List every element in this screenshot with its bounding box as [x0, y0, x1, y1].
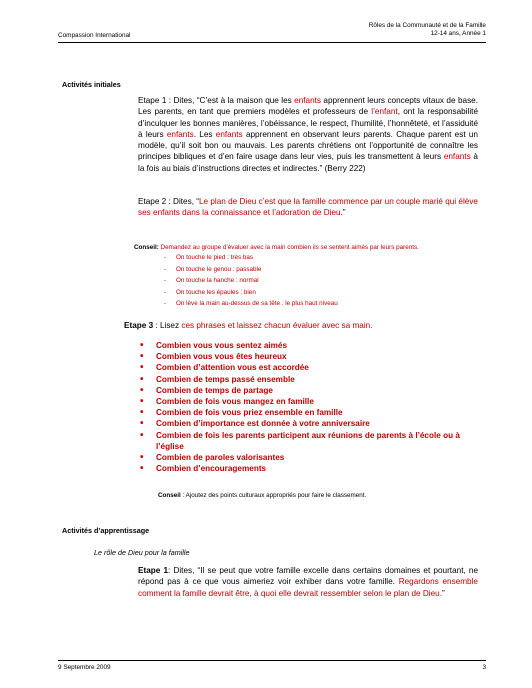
- step1-text: , ont la responsabilité d’inculquer les bonnes manières, l’obéissance, le respect, l’humilité, l’honnêteté, et l’assiduité à leurs: [138, 107, 479, 139]
- step3-label: Etape 3: [124, 321, 154, 330]
- conseil-text: Demandez au groupe d’évaluer avec la main combien ils se sentent aimés par leurs parents.: [158, 244, 419, 251]
- step3-text: : Lisez: [153, 321, 182, 330]
- evaluation-item: • Combien vous vous sentez aimés: [140, 340, 480, 351]
- section-title-initial-activities: Activités initiales: [62, 80, 121, 89]
- step1-paragraph: [138, 95, 478, 174]
- page-footer: [58, 660, 486, 671]
- step1-text: apprennent leurs concepts vitaux de base. Les parents, en tant que premiers modèles et professeurs de: [138, 96, 478, 117]
- learning-step1-label: Etape 1: [138, 566, 169, 575]
- conseil-text: : Ajoutez des points culturaux appropriés pour faire le classement.: [180, 492, 367, 499]
- step2-highlight: Le plan de Dieu c’est que la famille commence par un couple marié qui élève ses enfants dans la connaissance et l’adoration de Dieu.: [138, 197, 478, 218]
- hand-rating-item: - On touche le pied : très bas: [176, 252, 338, 264]
- learning-step1-highlight: Regardons ensemble comment la famille devrait être, à quoi elle devrait ressembler selon le plan de Dieu.: [138, 577, 478, 598]
- conseil-cultural-points: [158, 492, 366, 500]
- header-title-line2: 12-14 ans, Année 1: [430, 30, 486, 37]
- evaluation-item: • Combien d’encouragements: [140, 463, 480, 474]
- step2-text: Etape 2 : Dites, “: [138, 197, 199, 206]
- step1-highlight: l’enfant: [371, 107, 398, 117]
- evaluation-item: • Combien d’attention vous est accordée: [140, 362, 480, 373]
- evaluation-item: • Combien d’importance est donnée à votre anniversaire: [140, 418, 480, 429]
- section-title-learning-activities: Activités d’apprentissage: [62, 526, 150, 535]
- hand-rating-item: - On lève la main au-dessus de sa tête : le plus haut niveau: [176, 298, 338, 310]
- conseil-hand-rating: [134, 244, 419, 252]
- hand-rating-item: - On touche les épaules : bien: [176, 287, 338, 299]
- step1-text: apprennent en observant leurs parents. Chaque parent est un modèle, qu’il soit bon ou mauvais. Les parents chrétiens ont l’opportunité de connaître les principes bibliques et d’en faire usage dans leur vies, puis les transmettent à leurs: [138, 129, 478, 162]
- evaluation-item: • Combien de fois vous mangez en famille: [140, 396, 480, 407]
- header-title-line1: Rôles de la Communauté et de la Famille: [368, 22, 486, 29]
- step2-text: ”: [342, 208, 346, 218]
- learning-subtitle: Le rôle de Dieu pour la famille: [94, 548, 190, 557]
- step3-paragraph: [124, 320, 464, 331]
- learning-step1-text: : Dites, “Il se peut que votre famille excelle dans certains domaines et pourtant, ne répond pas à ce que vous aimeriez voir exhiber dans votre famille.: [138, 566, 479, 587]
- hand-rating-item: - On touche le genou : passable: [176, 264, 338, 276]
- evaluation-item: • Combien de temps passé ensemble: [140, 374, 480, 385]
- header-title: [369, 22, 486, 38]
- step1-highlight: enfants: [215, 129, 243, 139]
- hand-rating-item: - On touche la hanche : normal: [176, 275, 338, 287]
- step1-text: . Les: [193, 129, 216, 139]
- evaluation-list: [140, 340, 480, 474]
- evaluation-item: • Combien de fois les parents participent aux réunions de parents à l’école ou à l’église: [140, 430, 480, 452]
- evaluation-item: • Combien vous vous êtes heureux: [140, 351, 480, 362]
- step1-text: Etape 1 : Dites, “C’est à la maison que les: [138, 96, 295, 105]
- evaluation-item: • Combien de paroles valorisantes: [140, 452, 480, 463]
- page-header: [58, 22, 486, 43]
- conseil-label: Conseil: [158, 492, 181, 499]
- evaluation-item: • Combien de temps de partage: [140, 385, 480, 396]
- learning-step1-paragraph: [138, 565, 478, 599]
- step1-highlight: enfants: [166, 129, 194, 139]
- evaluation-item: • Combien de fois vous priez ensemble en famille: [140, 407, 480, 418]
- conseil-label: Conseil:: [134, 244, 159, 251]
- header-organization: Compassion International: [58, 32, 131, 39]
- footer-date: 9 Septembre 2009: [58, 664, 111, 671]
- learning-step1-text: ”: [442, 588, 445, 598]
- hand-rating-list: [176, 252, 338, 310]
- step1-highlight: enfants: [443, 152, 471, 162]
- step1-highlight: enfants: [294, 96, 322, 105]
- page-number: 3: [482, 664, 486, 671]
- step2-paragraph: [138, 196, 478, 219]
- step3-highlight: ces phrases et laissez chacun évaluer avec sa main.: [181, 321, 373, 330]
- step1-text: à la fois au biais d’instructions directes et indirectes.” (Berry 222): [138, 152, 478, 173]
